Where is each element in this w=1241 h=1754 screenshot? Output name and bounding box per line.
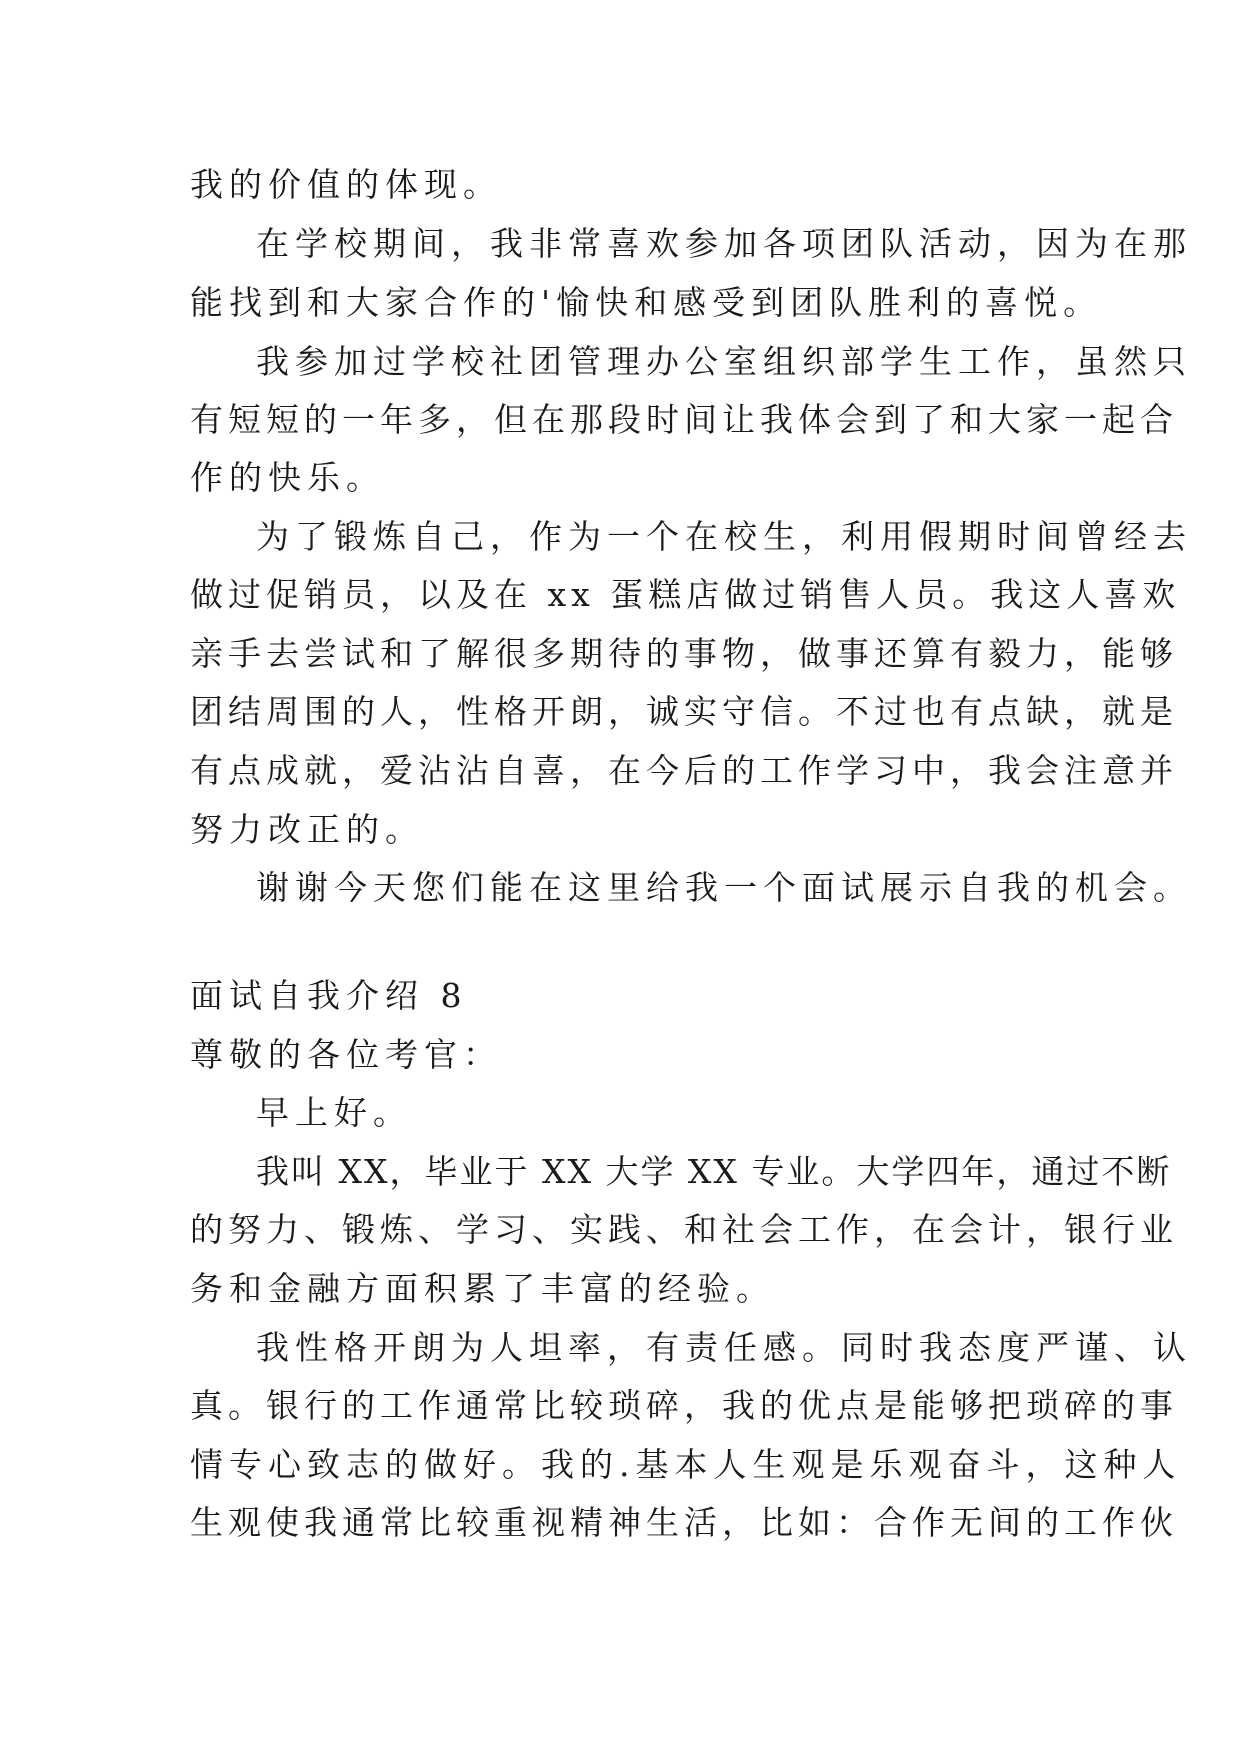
- section-heading: 面试自我介绍 8: [190, 976, 468, 1015]
- paragraph-line: 的努力、锻炼、学习、实践、和社会工作，在会计，银行业: [190, 1210, 1178, 1249]
- paragraph-line: 有短短的一年多，但在那段时间让我体会到了和大家一起合: [190, 400, 1178, 439]
- paragraph-line: 为了锻炼自己，作为一个在校生，利用假期时间曾经去: [256, 517, 1192, 556]
- paragraph-line: 作的快乐。: [190, 458, 385, 497]
- paragraph-line: 在学校期间，我非常喜欢参加各项团队活动，因为在那: [256, 224, 1192, 263]
- paragraph-line: 我性格开朗为人坦率，有责任感。同时我态度严谨、认: [256, 1328, 1192, 1367]
- paragraph-line: 亲手去尝试和了解很多期待的事物，做事还算有毅力，能够: [190, 634, 1178, 673]
- paragraph-line: 有点成就，爱沾沾自喜，在今后的工作学习中，我会注意并: [190, 751, 1178, 790]
- paragraph-line: 我叫 XX，毕业于 XX 大学 XX 专业。大学四年，通过不断: [256, 1152, 1172, 1191]
- paragraph-line: 生观使我通常比较重视精神生活，比如：合作无间的工作伙: [190, 1503, 1178, 1542]
- paragraph-line: 做过促销员，以及在 xx 蛋糕店做过销售人员。我这人喜欢: [190, 575, 1181, 614]
- paragraph-line: 能找到和大家合作的'愉快和感受到团队胜利的喜悦。: [190, 283, 1103, 322]
- salutation: 尊敬的各位考官：: [190, 1035, 502, 1074]
- paragraph-line: 真。银行的工作通常比较琐碎，我的优点是能够把琐碎的事: [190, 1386, 1178, 1425]
- paragraph-line: 我的价值的体现。: [190, 165, 502, 204]
- paragraph-line: 团结周围的人，性格开朗，诚实守信。不过也有点缺，就是: [190, 692, 1178, 731]
- greeting: 早上好。: [256, 1093, 412, 1132]
- paragraph-line: 情专心致志的做好。我的.基本人生观是乐观奋斗，这种人: [190, 1445, 1182, 1484]
- paragraph-line: 努力改正的。: [190, 810, 424, 849]
- paragraph-line: 我参加过学校社团管理办公室组织部学生工作，虽然只: [256, 342, 1192, 381]
- paragraph-line: 谢谢今天您们能在这里给我一个面试展示自我的机会。: [256, 868, 1192, 907]
- paragraph-line: 务和金融方面积累了丰富的经验。: [190, 1269, 775, 1308]
